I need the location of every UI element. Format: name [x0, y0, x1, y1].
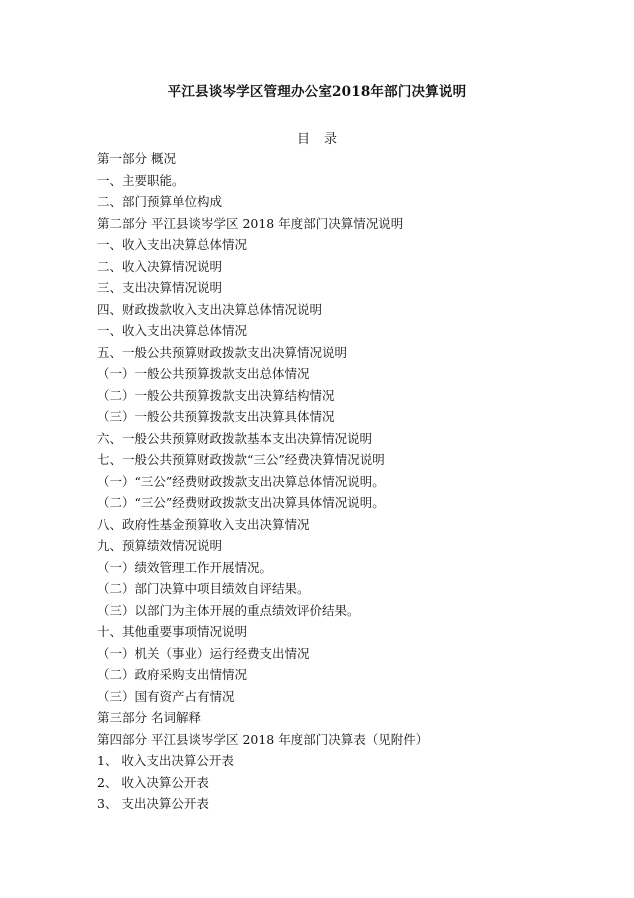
toc-item: 一、收入支出决算总体情况 [97, 237, 248, 252]
toc-item: 第二部分 平江县谈岑学区 2018 年度部门决算情况说明 [97, 215, 404, 231]
toc-item: （二）政府采购支出情情况 [97, 667, 248, 682]
toc-item: （三）国有资产占有情况 [97, 688, 235, 704]
document-title: 平江县谈岑学区管理办公室2018年部门决算说明 [167, 84, 467, 100]
toc-item: （二）“三公”经费财政拨款支出决算具体情况说明。 [97, 495, 385, 510]
toc-item: （一）一般公共预算拨款支出总体情况 [97, 366, 310, 381]
toc-item: （二）一般公共预算拨款支出决算结构情况 [97, 387, 335, 403]
toc-item: 四、财政拨款收入支出决算总体情况说明 [97, 301, 323, 317]
toc-item: 第一部分 概况 [97, 151, 176, 166]
toc-item: 第三部分 名词解释 [97, 710, 201, 725]
toc-item: （三）一般公共预算拨款支出决算具体情况 [97, 409, 335, 424]
toc-item: （三）以部门为主体开展的重点绩效评价结果。 [97, 602, 360, 618]
toc-item: （一）绩效管理工作开展情况。 [97, 559, 273, 575]
toc-item: 一、主要职能。 [97, 172, 185, 188]
toc-item: （二）部门决算中项目绩效自评结果。 [97, 581, 310, 596]
toc-item: 九、预算绩效情况说明 [97, 538, 223, 553]
toc-item: 六、一般公共预算财政拨款基本支出决算情况说明 [97, 430, 373, 446]
toc-item: （一）机关（事业）运行经费支出情况 [97, 645, 310, 661]
toc-heading-left: 目 [296, 132, 310, 147]
toc-item: 三、支出决算情况说明 [97, 280, 223, 295]
toc-item: 2、 收入决算公开表 [97, 774, 209, 790]
toc-item: 3、 支出决算公开表 [97, 796, 209, 811]
toc-item: 二、收入决算情况说明 [97, 258, 223, 274]
toc-item: 第四部分 平江县谈岑学区 2018 年度部门决算表（见附件） [97, 731, 429, 747]
toc-item: 二、部门预算单位构成 [97, 194, 223, 209]
toc-item: 十、其他重要事项情况说明 [97, 624, 248, 639]
toc-item: 八、政府性基金预算收入支出决算情况 [97, 516, 310, 532]
toc-item: 五、一般公共预算财政拨款支出决算情况说明 [97, 344, 348, 360]
toc-item: （一）“三公”经费财政拨款支出决算总体情况说明。 [97, 473, 385, 489]
table-of-contents [97, 148, 557, 815]
toc-heading [0, 128, 634, 147]
toc-item: 七、一般公共预算财政拨款“三公”经费决算情况说明 [97, 452, 385, 467]
toc-heading-right: 录 [324, 132, 338, 147]
toc-item: 1、 收入支出决算公开表 [97, 753, 234, 768]
toc-item: 一、收入支出决算总体情况 [97, 323, 248, 338]
